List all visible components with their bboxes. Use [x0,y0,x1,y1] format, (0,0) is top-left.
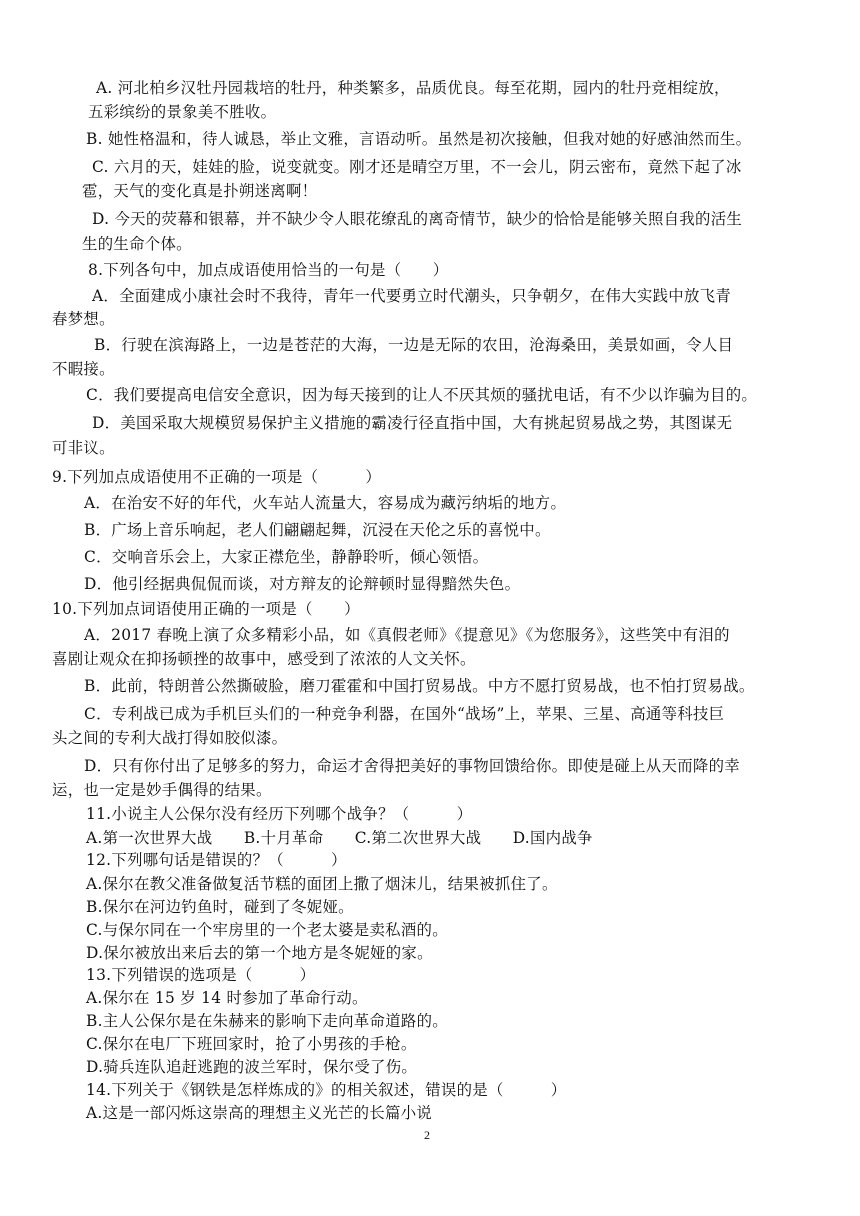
q8-option-b-line1: B．行驶在滨海路上，一边是苍茫的大海，一边是无际的农田，沧海桑田，美景如画，令人目 [94,336,734,354]
q8-option-a-line2: 春梦想。 [52,310,115,328]
q7-option-a-line1: A. 河北柏乡汉牡丹园栽培的牡丹，种类繁多，品质优良。每至花期，园内的牡丹竞相绽放， [96,79,730,97]
q13-option-d: D.骑兵连队追赶逃跑的波兰军时，保尔受了伤。 [86,1058,418,1076]
q10-option-d-line1: D．只有你付出了足够多的努力，命运才舍得把美好的事物回馈给你。即使是碰上从天而降的幸 [84,757,740,775]
q9-option-d: D．他引经据典侃侃而谈，对方辩友的论辩顿时显得黯然失色。 [84,575,521,593]
q12-option-b: B.保尔在河边钓鱼时，碰到了冬妮娅。 [86,898,354,916]
q11-options: A.第一次世界大战 B.十月革命 C.第二次世界大战 D.国内战争 [86,829,593,847]
q12-option-c: C.与保尔同在一个牢房里的一个老太婆是卖私酒的。 [86,921,448,939]
q9-option-b: B．广场上音乐响起，老人们翩翩起舞，沉浸在天伦之乐的喜悦中。 [84,521,551,539]
q8-stem: 8.下列各句中，加点成语使用恰当的一句是（ ） [88,261,449,279]
q7-option-b: B. 她性格温和，待人诚恳，举止文雅，言语动听。虽然是初次接触，但我对她的好感油然而生。 [86,130,752,148]
q8-option-b-line2: 不暇接。 [52,360,115,378]
q7-option-a-line2: 五彩缤纷的景象美不胜收。 [88,103,277,121]
q9-option-a: A．在治安不好的年代，火车站人流量大，容易成为藏污纳垢的地方。 [84,494,567,512]
q9-stem: 9.下列加点成语使用不正确的一项是（ ） [52,468,382,486]
page-number: 2 [424,1128,431,1142]
q7-option-c-line2: 雹，天气的变化真是扑朔迷离啊！ [82,182,318,200]
q9-option-c: C．交响音乐会上，大家正襟危坐，静静聆听，倾心领悟。 [84,548,489,566]
q10-option-d-line2: 运，也一定是妙手偶得的结果。 [52,781,272,799]
q7-option-d-line2: 生的生命个体。 [82,235,192,253]
q10-option-a-line1: A．2017 春晚上演了众多精彩小品，如《真假老师》《提意见》《为您服务》，这些笑中有泪的 [84,626,730,644]
q10-option-b: B．此前，特朗普公然撕破脸，磨刀霍霍和中国打贸易战。中方不愿打贸易战，也不怕打贸易战。 [84,677,755,695]
q7-option-c-line1: C. 六月的天，娃娃的脸，说变就变。刚才还是晴空万里，不一会儿，阴云密布，竟然下起了冰 [92,158,742,176]
q12-option-d: D.保尔被放出来后去的第一个地方是冬妮娅的家。 [86,944,433,962]
q10-option-c-line2: 头之间的专利大战打得如胶似漆。 [52,729,288,747]
q13-stem: 13.下列错误的选项是（ ） [86,966,316,984]
q12-option-a: A.保尔在教父准备做复活节糕的面团上撒了烟沫儿，结果被抓住了。 [86,875,558,893]
q7-option-d-line1: D. 今天的荧幕和银幕，并不缺少令人眼花缭乱的离奇情节，缺少的恰恰是能够关照自我的活生 [92,210,743,228]
q14-stem: 14.下列关于《钢铁是怎样炼成的》的相关叙述，错误的是（ ） [86,1081,567,1099]
q11-stem: 11.小说主人公保尔没有经历下列哪个战争？（ ） [86,805,473,823]
q10-option-a-line2: 喜剧让观众在抑扬顿挫的故事中，感受到了浓浓的人文关怀。 [52,650,476,668]
q13-option-b: B.主人公保尔是在朱赫来的影响下走向革命道路的。 [86,1012,448,1030]
q10-stem: 10.下列加点词语使用正确的一项是（ ） [52,600,360,618]
q14-option-a: A.这是一部闪烁这崇高的理想主义光芒的长篇小说 [86,1104,433,1122]
q12-stem: 12.下列哪句话是错误的？（ ） [86,851,347,869]
q8-option-c: C．我们要提高电信安全意识，因为每天接到的让人不厌其烦的骚扰电话，有不少以诈骗为目的。 [86,386,758,404]
q10-option-c-line1: C．专利战已成为手机巨头们的一种竞争利器，在国外“战场”上，苹果、三星、高通等科技巨 [84,705,725,723]
q8-option-d-line1: D．美国采取大规模贸易保护主义措施的霸凌行径直指中国，大有挑起贸易战之势，其图谋无 [92,414,733,432]
q8-option-d-line2: 可非议。 [52,439,115,457]
q13-option-c: C.保尔在电厂下班回家时，抢了小男孩的手枪。 [86,1035,417,1053]
q8-option-a-line1: A．全面建成小康社会时不我待，青年一代要勇立时代潮头，只争朝夕，在伟大实践中放飞青 [92,287,732,305]
q13-option-a: A.保尔在 15 岁 14 时参加了革命行动。 [86,989,368,1007]
